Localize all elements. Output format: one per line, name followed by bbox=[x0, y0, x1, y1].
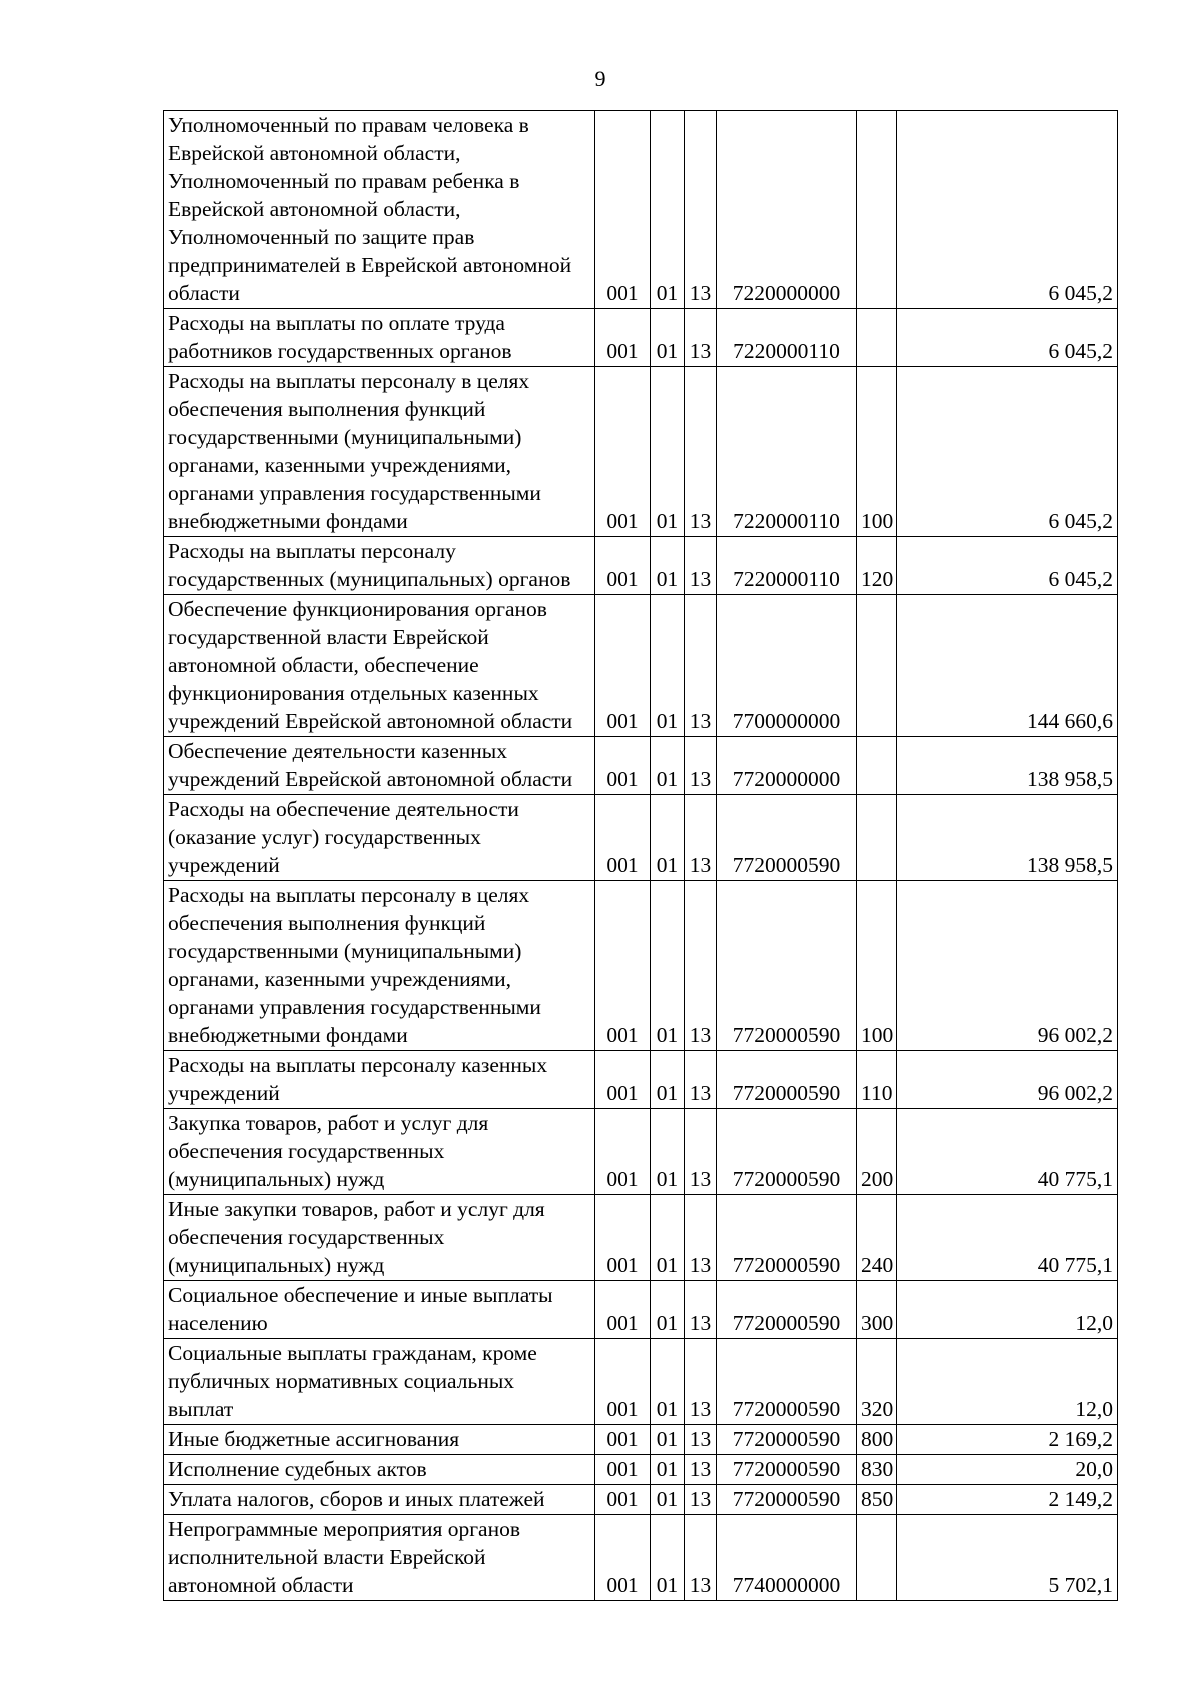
subsection-code: 13 bbox=[685, 1485, 717, 1515]
grbs-code: 001 bbox=[595, 537, 651, 595]
expense-type-code: 800 bbox=[857, 1425, 897, 1455]
section-code: 01 bbox=[651, 309, 685, 367]
section-code: 01 bbox=[651, 367, 685, 537]
amount: 96 002,2 bbox=[897, 1051, 1118, 1109]
target-article-code: 7720000590 bbox=[717, 1425, 857, 1455]
table-row bbox=[164, 1425, 1118, 1455]
amount: 5 702,1 bbox=[897, 1515, 1118, 1601]
subsection-code: 13 bbox=[685, 537, 717, 595]
row-name: Обеспечение деятельности казенных учреждений Еврейской автономной области bbox=[164, 737, 595, 795]
expense-type-code bbox=[857, 1515, 897, 1601]
row-name: Обеспечение функционирования органов государственной власти Еврейской автономной области, обеспечение функционирования отдельных казенных учреждений Еврейской автономной области bbox=[164, 595, 595, 737]
grbs-code: 001 bbox=[595, 367, 651, 537]
section-code: 01 bbox=[651, 595, 685, 737]
grbs-code: 001 bbox=[595, 881, 651, 1051]
table-row bbox=[164, 1109, 1118, 1195]
target-article-code: 7220000110 bbox=[717, 367, 857, 537]
amount: 6 045,2 bbox=[897, 309, 1118, 367]
expense-type-code: 100 bbox=[857, 881, 897, 1051]
grbs-code: 001 bbox=[595, 1339, 651, 1425]
target-article-code: 7720000590 bbox=[717, 1109, 857, 1195]
table-body bbox=[164, 111, 1118, 1601]
row-name: Расходы на выплаты по оплате труда работников государственных органов bbox=[164, 309, 595, 367]
row-name: Расходы на выплаты персоналу в целях обеспечения выполнения функций государственными (муниципальными) органами, казенными учреждениями, органами управления государственными внебюджетными фондами bbox=[164, 367, 595, 537]
section-code: 01 bbox=[651, 737, 685, 795]
section-code: 01 bbox=[651, 111, 685, 309]
target-article-code: 7720000590 bbox=[717, 795, 857, 881]
row-name: Иные бюджетные ассигнования bbox=[164, 1425, 595, 1455]
grbs-code: 001 bbox=[595, 737, 651, 795]
amount: 138 958,5 bbox=[897, 737, 1118, 795]
expense-type-code: 850 bbox=[857, 1485, 897, 1515]
expense-type-code: 110 bbox=[857, 1051, 897, 1109]
target-article-code: 7720000590 bbox=[717, 1281, 857, 1339]
subsection-code: 13 bbox=[685, 367, 717, 537]
target-article-code: 7220000000 bbox=[717, 111, 857, 309]
amount: 96 002,2 bbox=[897, 881, 1118, 1051]
target-article-code: 7720000590 bbox=[717, 1485, 857, 1515]
subsection-code: 13 bbox=[685, 1515, 717, 1601]
grbs-code: 001 bbox=[595, 595, 651, 737]
target-article-code: 7700000000 bbox=[717, 595, 857, 737]
amount: 6 045,2 bbox=[897, 111, 1118, 309]
row-name: Социальное обеспечение и иные выплаты населению bbox=[164, 1281, 595, 1339]
table-row bbox=[164, 309, 1118, 367]
amount: 2 169,2 bbox=[897, 1425, 1118, 1455]
target-article-code: 7720000590 bbox=[717, 1195, 857, 1281]
grbs-code: 001 bbox=[595, 309, 651, 367]
grbs-code: 001 bbox=[595, 1195, 651, 1281]
expense-type-code bbox=[857, 309, 897, 367]
table-row bbox=[164, 1339, 1118, 1425]
page-number: 9 bbox=[594, 66, 606, 91]
section-code: 01 bbox=[651, 1339, 685, 1425]
target-article-code: 7220000110 bbox=[717, 309, 857, 367]
row-name: Расходы на обеспечение деятельности (оказание услуг) государственных учреждений bbox=[164, 795, 595, 881]
section-code: 01 bbox=[651, 1485, 685, 1515]
budget-table bbox=[163, 110, 1118, 1601]
expense-type-code: 830 bbox=[857, 1455, 897, 1485]
table-row bbox=[164, 1281, 1118, 1339]
amount: 144 660,6 bbox=[897, 595, 1118, 737]
subsection-code: 13 bbox=[685, 795, 717, 881]
target-article-code: 7720000000 bbox=[717, 737, 857, 795]
expense-type-code: 300 bbox=[857, 1281, 897, 1339]
subsection-code: 13 bbox=[685, 1339, 717, 1425]
table-row bbox=[164, 1051, 1118, 1109]
subsection-code: 13 bbox=[685, 1051, 717, 1109]
row-name: Исполнение судебных актов bbox=[164, 1455, 595, 1485]
amount: 138 958,5 bbox=[897, 795, 1118, 881]
section-code: 01 bbox=[651, 1051, 685, 1109]
expense-type-code: 200 bbox=[857, 1109, 897, 1195]
section-code: 01 bbox=[651, 1425, 685, 1455]
section-code: 01 bbox=[651, 1515, 685, 1601]
section-code: 01 bbox=[651, 537, 685, 595]
table-row bbox=[164, 1455, 1118, 1485]
amount: 40 775,1 bbox=[897, 1109, 1118, 1195]
amount: 40 775,1 bbox=[897, 1195, 1118, 1281]
target-article-code: 7220000110 bbox=[717, 537, 857, 595]
subsection-code: 13 bbox=[685, 595, 717, 737]
target-article-code: 7740000000 bbox=[717, 1515, 857, 1601]
amount: 6 045,2 bbox=[897, 537, 1118, 595]
table-row bbox=[164, 367, 1118, 537]
subsection-code: 13 bbox=[685, 881, 717, 1051]
grbs-code: 001 bbox=[595, 1425, 651, 1455]
amount: 2 149,2 bbox=[897, 1485, 1118, 1515]
expense-type-code: 120 bbox=[857, 537, 897, 595]
expense-type-code: 240 bbox=[857, 1195, 897, 1281]
section-code: 01 bbox=[651, 1195, 685, 1281]
subsection-code: 13 bbox=[685, 111, 717, 309]
row-name: Уполномоченный по правам человека в Еврейской автономной области, Уполномоченный по правам ребенка в Еврейской автономной области, Уполномоченный по защите прав предпринимателей в Еврейской автономной области bbox=[164, 111, 595, 309]
section-code: 01 bbox=[651, 1455, 685, 1485]
subsection-code: 13 bbox=[685, 1455, 717, 1485]
grbs-code: 001 bbox=[595, 1281, 651, 1339]
target-article-code: 7720000590 bbox=[717, 1051, 857, 1109]
grbs-code: 001 bbox=[595, 795, 651, 881]
table-row bbox=[164, 881, 1118, 1051]
table-row bbox=[164, 1515, 1118, 1601]
grbs-code: 001 bbox=[595, 1485, 651, 1515]
row-name: Уплата налогов, сборов и иных платежей bbox=[164, 1485, 595, 1515]
row-name: Иные закупки товаров, работ и услуг для обеспечения государственных (муниципальных) нужд bbox=[164, 1195, 595, 1281]
subsection-code: 13 bbox=[685, 737, 717, 795]
expense-type-code bbox=[857, 737, 897, 795]
grbs-code: 001 bbox=[595, 111, 651, 309]
section-code: 01 bbox=[651, 795, 685, 881]
row-name: Расходы на выплаты персоналу казенных учреждений bbox=[164, 1051, 595, 1109]
grbs-code: 001 bbox=[595, 1051, 651, 1109]
expense-type-code bbox=[857, 595, 897, 737]
target-article-code: 7720000590 bbox=[717, 881, 857, 1051]
amount: 20,0 bbox=[897, 1455, 1118, 1485]
row-name: Социальные выплаты гражданам, кроме публичных нормативных социальных выплат bbox=[164, 1339, 595, 1425]
subsection-code: 13 bbox=[685, 1195, 717, 1281]
row-name: Закупка товаров, работ и услуг для обеспечения государственных (муниципальных) нужд bbox=[164, 1109, 595, 1195]
expense-type-code bbox=[857, 795, 897, 881]
section-code: 01 bbox=[651, 881, 685, 1051]
amount: 12,0 bbox=[897, 1281, 1118, 1339]
table-row bbox=[164, 1195, 1118, 1281]
grbs-code: 001 bbox=[595, 1455, 651, 1485]
grbs-code: 001 bbox=[595, 1515, 651, 1601]
subsection-code: 13 bbox=[685, 309, 717, 367]
section-code: 01 bbox=[651, 1281, 685, 1339]
amount: 6 045,2 bbox=[897, 367, 1118, 537]
table-row bbox=[164, 111, 1118, 309]
subsection-code: 13 bbox=[685, 1425, 717, 1455]
table-row bbox=[164, 1485, 1118, 1515]
expense-type-code: 100 bbox=[857, 367, 897, 537]
subsection-code: 13 bbox=[685, 1109, 717, 1195]
row-name: Расходы на выплаты персоналу в целях обеспечения выполнения функций государственными (муниципальными) органами, казенными учреждениями, органами управления государственными внебюджетными фондами bbox=[164, 881, 595, 1051]
target-article-code: 7720000590 bbox=[717, 1455, 857, 1485]
row-name: Расходы на выплаты персоналу государственных (муниципальных) органов bbox=[164, 537, 595, 595]
expense-type-code: 320 bbox=[857, 1339, 897, 1425]
amount: 12,0 bbox=[897, 1339, 1118, 1425]
target-article-code: 7720000590 bbox=[717, 1339, 857, 1425]
grbs-code: 001 bbox=[595, 1109, 651, 1195]
table-row bbox=[164, 737, 1118, 795]
expense-type-code bbox=[857, 111, 897, 309]
table-row bbox=[164, 595, 1118, 737]
row-name: Непрограммные мероприятия органов исполнительной власти Еврейской автономной области bbox=[164, 1515, 595, 1601]
table-row bbox=[164, 537, 1118, 595]
table-row bbox=[164, 795, 1118, 881]
section-code: 01 bbox=[651, 1109, 685, 1195]
subsection-code: 13 bbox=[685, 1281, 717, 1339]
